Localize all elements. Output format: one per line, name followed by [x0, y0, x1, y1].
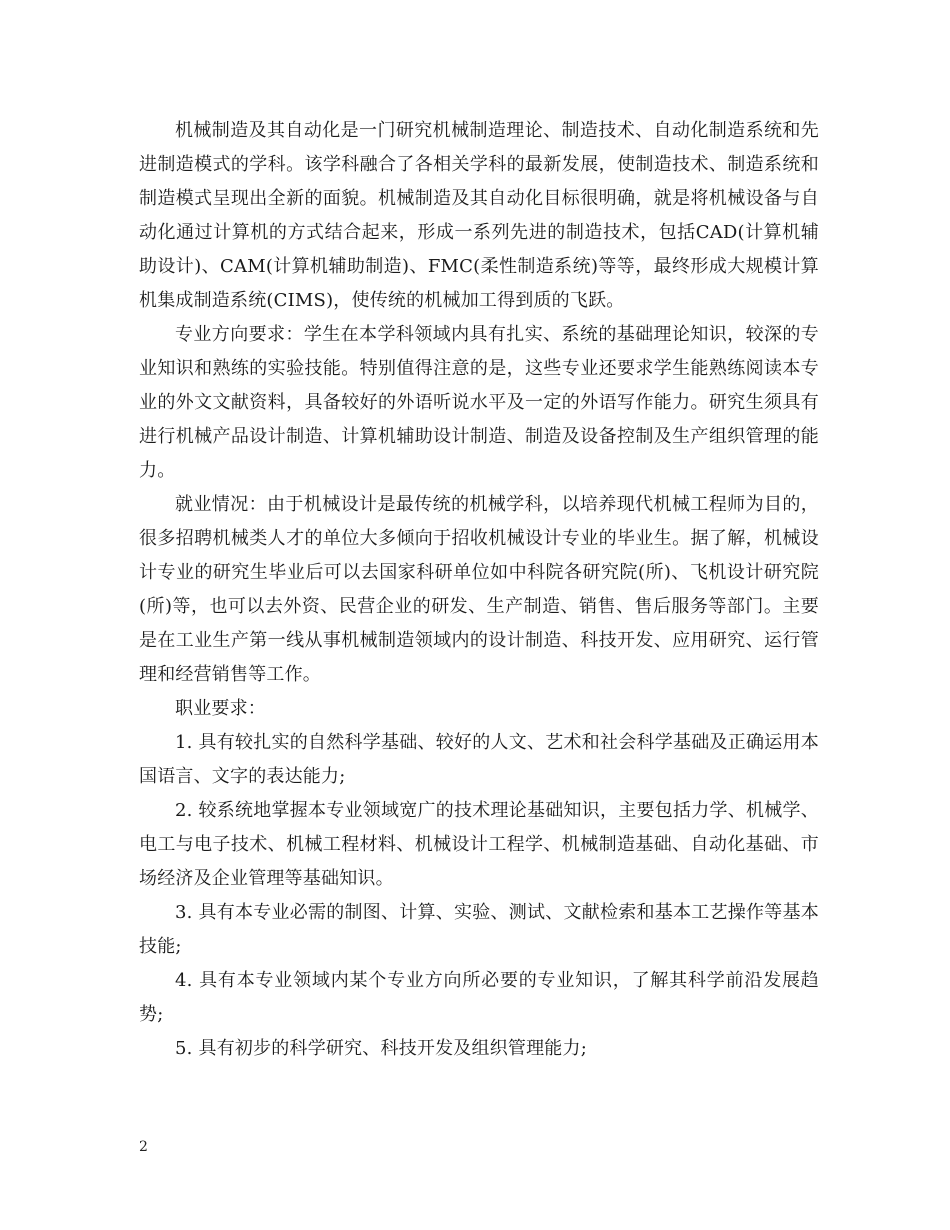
paragraph-intro: 机械制造及其自动化是一门研究机械制造理论、制造技术、自动化制造系统和先进制造模式的学科。该学科融合了各相关学科的最新发展，使制造技术、制造系统和制造模式呈现出全新的面貌。机械制造及其自动化目标很明确，就是将机械设备与自动化通过计算机的方式结合起来，形成一系列先进的制造技术，包括CAD(计算机辅助设计)、CAM(计算机辅助制造)、FMC(柔性制造系统)等等，最终形成大规模计算机集成制造系统(CIMS)，使传统的机械加工得到质的飞跃。 [139, 120, 819, 311]
list-item-requirement-2: 2. 较系统地掌握本专业领域宽广的技术理论基础知识，主要包括力学、机械学、电工与电子技术、机械工程材料、机械设计工程学、机械制造基础、自动化基础、市场经济及企业管理等基础知识。 [139, 800, 819, 889]
list-item-requirement-1: 1. 具有较扎实的自然科学基础、较好的人文、艺术和社会科学基础及正确运用本国语言、文字的表达能力; [139, 732, 819, 787]
list-item-requirement-3: 3. 具有本专业必需的制图、计算、实验、测试、文献检索和基本工艺操作等基本技能; [139, 902, 819, 957]
paragraph-employment: 就业情况：由于机械设计是最传统的机械学科，以培养现代机械工程师为目的，很多招聘机械类人才的单位大多倾向于招收机械设计专业的毕业生。据了解，机械设计专业的研究生毕业后可以去国家科研单位如中科院各研究院(所)、飞机设计研究院(所)等，也可以去外资、民营企业的研发、生产制造、销售、售后服务等部门。主要是在工业生产第一线从事机械制造领域内的设计制造、科技开发、应用研究、运行管理和经营销售等工作。 [139, 494, 819, 685]
page-number: 2 [139, 1139, 148, 1155]
list-item-requirement-4: 4. 具有本专业领域内某个专业方向所必要的专业知识，了解其科学前沿发展趋势; [139, 970, 819, 1025]
paragraph-career-requirements-heading: 职业要求： [175, 698, 266, 719]
paragraph-direction-requirements: 专业方向要求：学生在本学科领域内具有扎实、系统的基础理论知识，较深的专业知识和熟练的实验技能。特别值得注意的是，这些专业还要求学生能熟练阅读本专业的外文文献资料，具备较好的外语听说水平及一定的外语写作能力。研究生须具有进行机械产品设计制造、计算机辅助设计制造、制造及设备控制及生产组织管理的能力。 [139, 324, 819, 481]
document-body [139, 114, 819, 1066]
list-item-requirement-5: 5. 具有初步的科学研究、科技开发及组织管理能力; [175, 1038, 587, 1059]
